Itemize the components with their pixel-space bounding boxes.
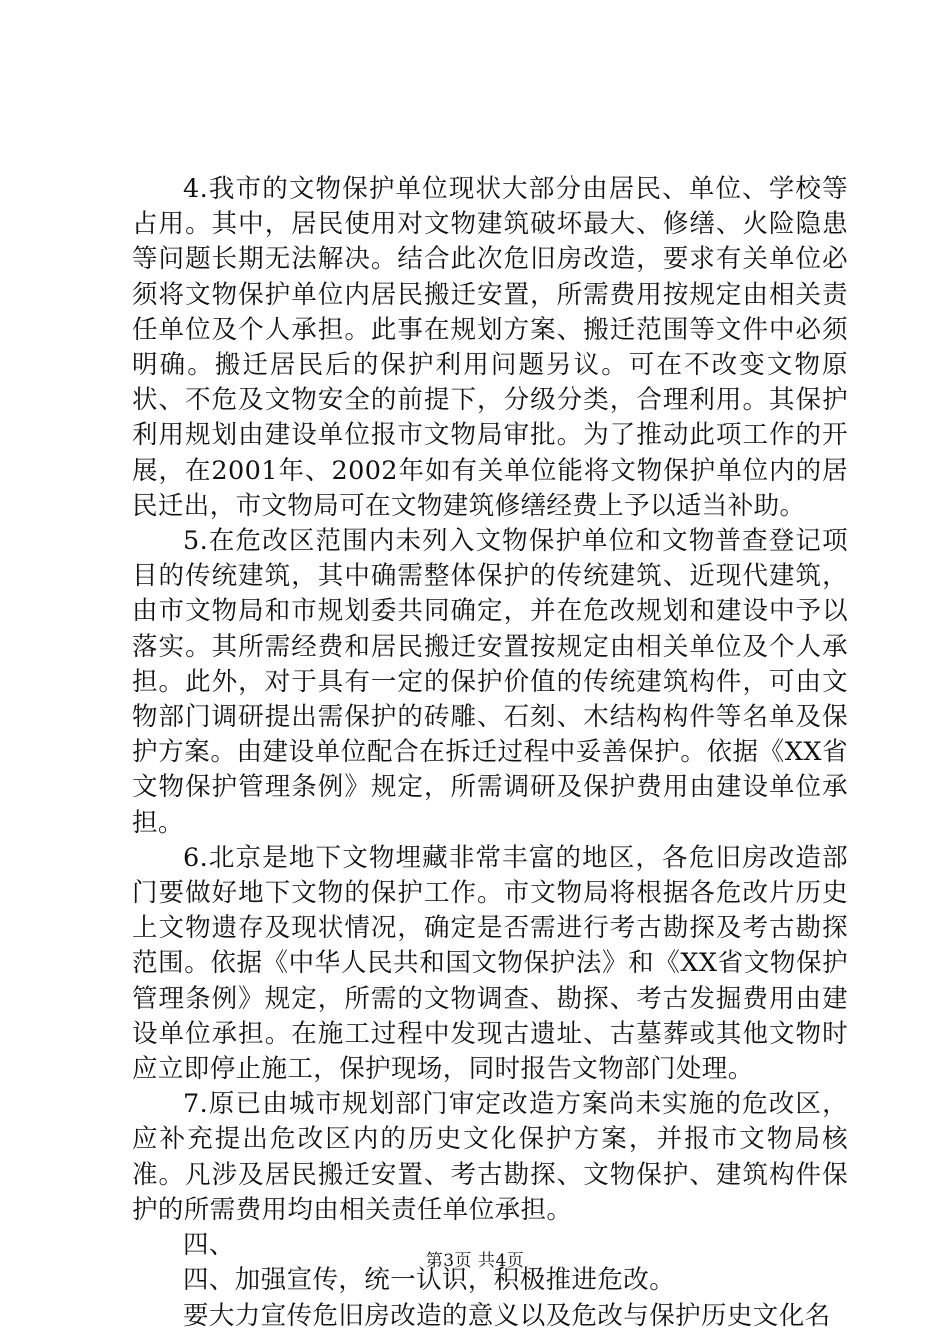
section-number-four: 四、: [183, 1230, 235, 1261]
paragraph-item-7: 7.原已由城市规划部门审定改造方案尚未实施的危改区，应补充提出危改区内的历史文化保护方案，并报市文物局核准。凡涉及居民搬迁安置、考古勘探、文物保护、建筑构件保护的所需费用均由相关责任单位承担。: [132, 1089, 848, 1225]
paragraph-item-5: 5.在危改区范围内未列入文物保护单位和文物普查登记项目的传统建筑，其中确需整体保护的传统建筑、近现代建筑，由市文物局和市规划委共同确定，并在危改规划和建设中予以落实。其所需经费和居民搬迁安置按规定由相关单位及个人承担。此外，对于具有一定的保护价值的传统建筑构件，可由文物部门调研提出需保护的砖雕、石刻、木结构构件等名单及保护方案。由建设单位配合在拆迁过程中妥善保护。依据《XX省文物保护管理条例》规定，所需调研及保护费用由建设单位承担。: [132, 526, 848, 838]
document-body: [132, 172, 848, 1334]
paragraph-item-4: 4.我市的文物保护单位现状大部分由居民、单位、学校等占用。其中，居民使用对文物建筑破坏最大、修缮、火险隐患等问题长期无法解决。结合此次危旧房改造，要求有关单位必须将文物保护单位内居民搬迁安置，所需费用按规定由相关责任单位及个人承担。此事在规划方案、搬迁范围等文件中必须明确。搬迁居民后的保护利用问题另议。可在不改变文物原状、不危及文物安全的前提下，分级分类，合理利用。其保护利用规划由建设单位报市文物局审批。为了推动此项工作的开展，在2001年、2002年如有关单位能将文物保护单位内的居民迁出，市文物局可在文物建筑修缮经费上予以适当补助。: [132, 174, 848, 521]
page-number-footer: 第3页 共4页: [425, 1251, 525, 1271]
section-heading-four: 四、加强宣传，统一认识，积极推进危改。: [183, 1265, 676, 1296]
paragraph-continued: 要大力宣传危旧房改造的意义以及危改与保护历史文化名: [183, 1300, 831, 1331]
paragraph-item-6: 6.北京是地下文物埋藏非常丰富的地区，各危旧房改造部门要做好地下文物的保护工作。市文物局将根据各危改片历史上文物遗存及现状情况，确定是否需进行考古勘探及考古勘探范围。依据《中华人民共和国文物保护法》和《XX省文物保护管理条例》规定，所需的文物调查、勘探、考古发掘费用由建设单位承担。在施工过程中发现古遗址、古墓葬或其他文物时应立即停止施工，保护现场，同时报告文物部门处理。: [132, 842, 848, 1085]
